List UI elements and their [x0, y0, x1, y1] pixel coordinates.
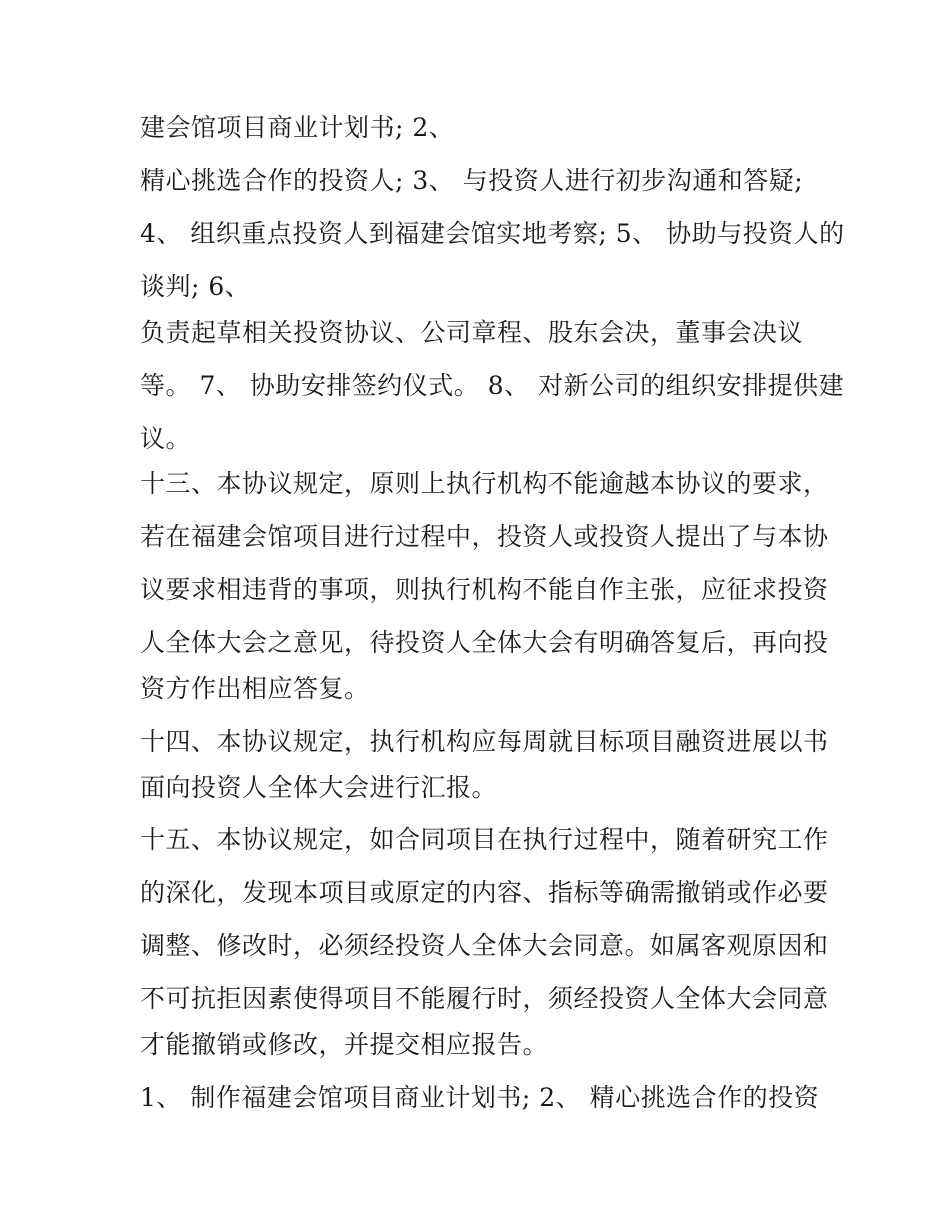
text-line: 人全体大会之意见，待投资人全体大会有明确答复后，再向投: [140, 628, 829, 657]
text-line: 议要求相违背的事项，则执行机构不能自作主张，应征求投资: [140, 575, 829, 604]
text-line: 面向投资人全体大会进行汇报。: [140, 773, 498, 802]
text-line: 等。 7、 协助安排签约仪式。 8、 对新公司的组织安排提供建: [140, 371, 845, 400]
text-line: 4、 组织重点投资人到福建会馆实地考察; 5、 协助与投资人的: [140, 219, 845, 248]
text-line: 若在福建会馆项目进行过程中，投资人或投资人提出了与本协: [140, 522, 829, 551]
text-line: 调整、修改时，必须经投资人全体大会同意。如属客观原因和: [140, 931, 829, 960]
text-line: 十三、本协议规定，原则上执行机构不能逾越本协议的要求，: [140, 469, 829, 498]
text-line: 建会馆项目商业计划书; 2、: [140, 113, 455, 142]
text-line: 议。: [140, 424, 192, 453]
text-line: 才能撤销或修改，并提交相应报告。: [140, 1030, 549, 1059]
text-line: 精心挑选合作的投资人; 3、 与投资人进行初步沟通和答疑;: [140, 166, 804, 195]
text-line: 负责起草相关投资协议、公司章程、股东会决，董事会决议: [140, 318, 804, 347]
text-line: 十五、本协议规定，如合同项目在执行过程中，随着研究工作: [140, 825, 829, 854]
text-line: 谈判; 6、: [140, 272, 251, 301]
text-line: 1、 制作福建会馆项目商业计划书; 2、 精心挑选合作的投资: [140, 1083, 820, 1112]
text-line: 资方作出相应答复。: [140, 674, 370, 703]
text-line: 十四、本协议规定，执行机构应每周就目标项目融资进展以书: [140, 727, 829, 756]
text-line: 不可抗拒因素使得项目不能履行时，须经投资人全体大会同意: [140, 984, 829, 1013]
text-line: 的深化，发现本项目或原定的内容、指标等确需撤销或作必要: [140, 878, 829, 907]
